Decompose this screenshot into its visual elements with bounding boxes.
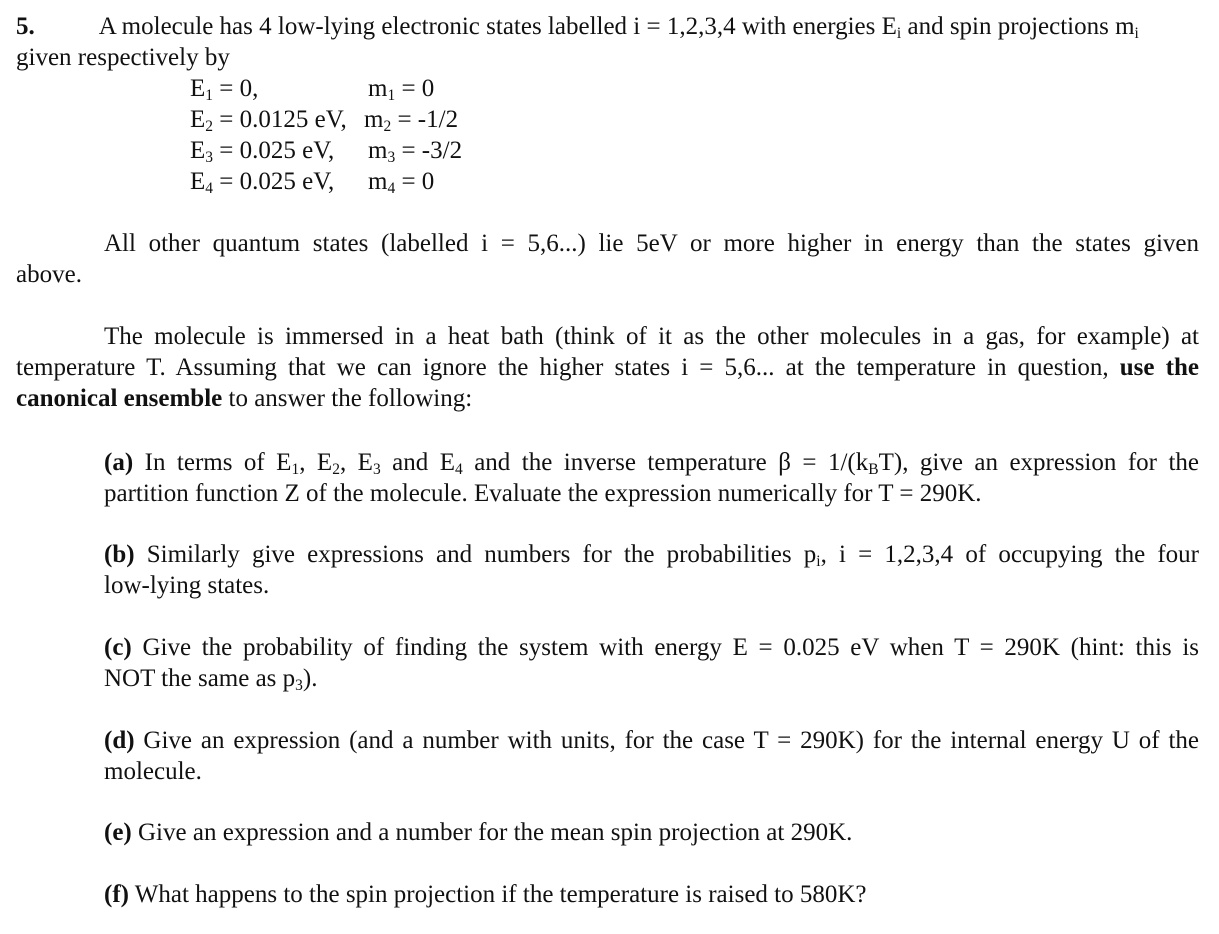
state-spin: $m_1 = 0$ (368, 75, 435, 104)
part-label-e: (e) (104, 819, 132, 846)
state-energy: $E_1 = 0$, (190, 75, 259, 104)
state-spin: $m_3 = -3/2$ (368, 137, 463, 166)
question-part-e: (e) Give an expression and a number for the mean spin projection at 290K. (104, 819, 853, 846)
state-spin: $m_2 = -1/2$ (364, 106, 459, 135)
part-b-line2: low-lying states. (104, 572, 270, 599)
question-part-d: (d) Give an expression (and a number with units, for the case T = 290K) for the internal energy U of the molecule. (104, 727, 1199, 785)
part-d-line2: molecule. (104, 758, 202, 785)
part-label-a: (a) (104, 449, 134, 476)
state-spin: $m_4 = 0$ (368, 168, 435, 197)
question-part-b: (b) Similarly give expressions and numbers for the probabilities $p_i$, i = 1,2,3,4 of occupying the four low-lying states. (104, 541, 1200, 599)
state-energy: $E_4 = 0.025$ eV, (190, 168, 335, 197)
paragraph-other-states (16, 228, 1199, 290)
para-bath-line3: to answer the following: (222, 385, 473, 412)
question-part-f: (f) What happens to the spin projection if the temperature is raised to 580K? (104, 881, 867, 908)
intro-text-a: A molecule has 4 low-lying electronic states labelled i = 1,2,3,4 with energies E (98, 13, 897, 40)
problem-number: 5. (16, 13, 35, 40)
question-part-c: (c) Give the probability of finding the system with energy E = 0.025 eV when T = 290K (hint: this is NOT the same as $p_3$). (104, 634, 1199, 694)
para-bath-bold-2: canonical ensemble (16, 385, 223, 412)
part-a-line2: partition function Z of the molecule. Evaluate the expression numerically for T = 290K. (104, 480, 982, 507)
part-label-c: (c) (104, 634, 132, 661)
problem-intro-line1 (16, 12, 1139, 42)
intro-sub-i2: i (1134, 24, 1139, 42)
para-other-line1: All other quantum states (labelled i = 5,6...) lie 5eV or more higher in energy than the states given (104, 230, 1199, 257)
state-energy: $E_2 = 0.0125$ eV, (190, 106, 347, 135)
state-energy: $E_3 = 0.025$ eV, (190, 137, 335, 166)
intro-text-b: and spin projections m (901, 13, 1135, 40)
part-label-f: (f) (104, 881, 129, 908)
paragraph-heat-bath (16, 321, 1199, 414)
intro-sub-i1: i (896, 24, 902, 42)
part-label-b: (b) (104, 541, 135, 568)
para-other-line2: above. (16, 261, 82, 288)
para-bath-bold-1: use the (1119, 354, 1199, 381)
part-label-d: (d) (104, 727, 135, 754)
question-part-a: (a) In terms of $E_1$, $E_2$, $E_3$ and $E_4$ and the inverse temperature $\beta = 1/(k_BT)$, give an expression for the partition function Z of the molecule. Evaluate the expression numerically for T = 290K. (104, 449, 1199, 507)
para-bath-line1: The molecule is immersed in a heat bath (think of it as the other molecules in a gas, for example) at (104, 323, 1199, 350)
problem-intro-line2: given respectively by (16, 44, 230, 71)
para-bath-line2: temperature T. Assuming that we can ignore the higher states i = 5,6... at the temperature in question, (16, 354, 1120, 381)
